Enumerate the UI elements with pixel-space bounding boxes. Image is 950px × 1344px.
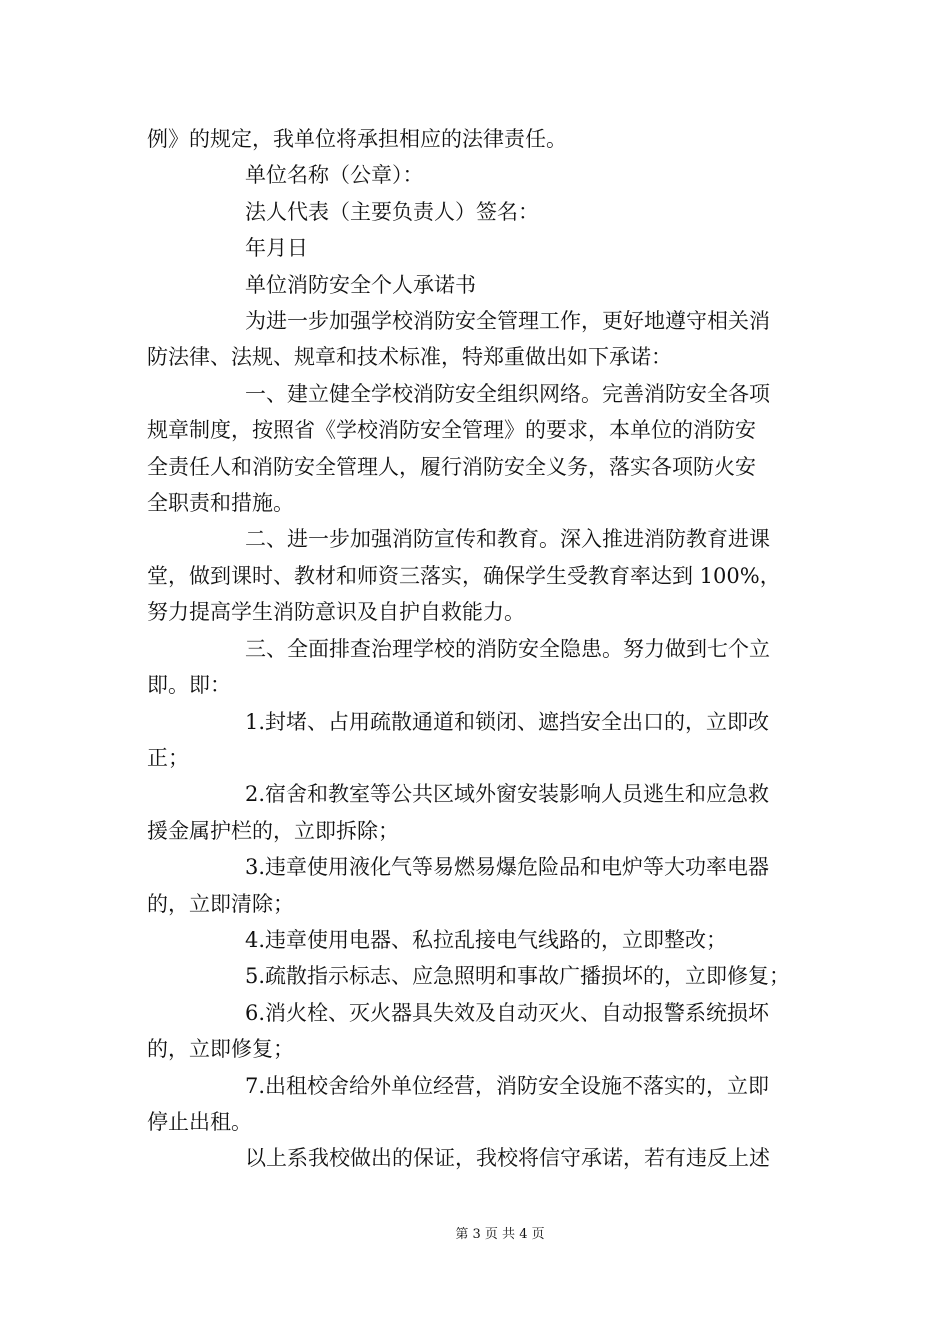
text-line: 二、进一步加强消防宣传和教育。深入推进消防教育进课 [245,527,770,552]
text-line: 例》的规定，我单位将承担相应的法律责任。 [147,127,567,151]
list-item: 3.违章使用液化气等易燃易爆危险品和电炉等大功率电器 [245,855,770,880]
section-title: 单位消防安全个人承诺书 [245,272,476,297]
text-line: 正； [147,745,189,770]
text-line: 全责任人和消防安全管理人，履行消防安全义务，落实各项防火安 [147,454,756,479]
list-item: 6.消火栓、灭火器具失效及自动灭火、自动报警系统损坏 [245,1000,770,1025]
text-line: 以上系我校做出的保证，我校将信守承诺，若有违反上述 [245,1146,770,1171]
list-item: 7.出租校舍给外单位经营，消防安全设施不落实的，立即 [245,1073,770,1098]
text-line: 一、建立健全学校消防安全组织网络。完善消防安全各项 [245,381,770,406]
text-line: 年月日 [245,236,308,261]
text-line: 停止出租。 [147,1109,252,1134]
text-line: 法人代表（主要负责人）签名： [245,199,539,224]
list-item: 2.宿舍和教室等公共区域外窗安装影响人员逃生和应急救 [245,782,770,807]
text-line: 全职责和措施。 [147,491,294,516]
text-line: 规章制度，按照省《学校消防安全管理》的要求，本单位的消防安 [147,418,756,443]
text-line: 堂，做到课时、教材和师资三落实，确保学生受教育率达到 100%， [147,563,781,588]
text-line: 防法律、法规、规章和技术标准，特郑重做出如下承诺： [147,345,672,370]
text-line: 为进一步加强学校消防安全管理工作，更好地遵守相关消 [245,309,770,334]
page-footer [0,1226,950,1244]
document-body [147,121,807,1177]
list-item: 4.违章使用电器、私拉乱接电气线路的，立即整改； [245,927,728,952]
list-item: 5.疏散指示标志、应急照明和事故广播损坏的，立即修复； [245,964,791,989]
text-line: 的，立即清除； [147,891,294,916]
text-line: 单位名称（公章）： [245,163,424,188]
text-line: 的，立即修复； [147,1037,294,1062]
text-line: 即。即： [147,673,231,698]
page-number: 第 3 页 共 4 页 [455,1227,545,1242]
list-item: 1.封堵、占用疏散通道和锁闭、遮挡安全出口的，立即改 [245,709,770,734]
text-line: 三、全面排查治理学校的消防安全隐患。努力做到七个立 [245,636,770,661]
text-line: 努力提高学生消防意识及自护自救能力。 [147,600,525,625]
text-line: 援金属护栏的，立即拆除； [147,818,399,843]
